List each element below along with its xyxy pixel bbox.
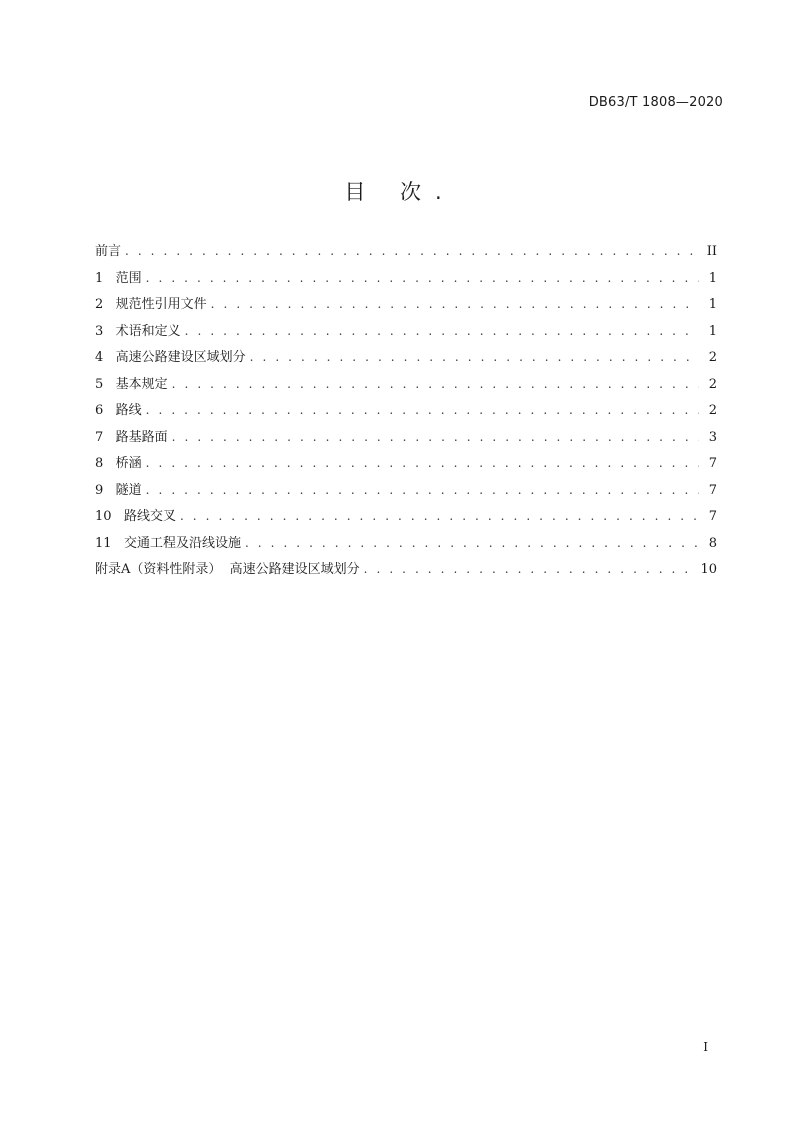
toc-entry-route[interactable] xyxy=(95,399,717,426)
toc-dot-leader xyxy=(146,483,699,497)
toc-entry-terms-definitions[interactable] xyxy=(95,320,717,347)
toc-entry-label: 8 桥涵 xyxy=(95,456,142,471)
toc-dot-leader xyxy=(172,377,699,391)
toc-entry-page: 7 xyxy=(708,482,717,498)
toc-entry-page: 8 xyxy=(708,535,717,551)
toc-entry-page: 7 xyxy=(708,456,717,471)
toc-entry-preface[interactable] xyxy=(95,240,717,267)
toc-entry-label: 4 高速公路建设区域划分 xyxy=(95,350,246,365)
toc-dot-leader xyxy=(146,456,699,470)
toc-entry-label: 9 隧道 xyxy=(95,482,142,498)
toc-entry-page: 3 xyxy=(708,429,717,445)
toc-entry-route-intersections[interactable] xyxy=(95,505,717,532)
toc-entry-label: 3 术语和定义 xyxy=(95,323,181,339)
toc-entry-subgrade-pavement[interactable] xyxy=(95,426,717,453)
toc-entry-normative-references[interactable] xyxy=(95,293,717,320)
toc-entry-label: 11 交通工程及沿线设施 xyxy=(95,535,241,551)
toc-entry-bridges-culverts[interactable] xyxy=(95,452,717,479)
toc-entry-scope[interactable] xyxy=(95,267,717,294)
toc-dot-leader xyxy=(125,244,699,258)
toc-dot-leader xyxy=(211,297,699,311)
toc-entry-label: 附录A（资料性附录） 高速公路建设区域划分 xyxy=(95,562,360,577)
toc-entry-region-division[interactable] xyxy=(95,346,717,373)
toc-dot-leader xyxy=(364,562,695,576)
toc-dot-leader xyxy=(180,509,699,523)
toc-entry-traffic-engineering[interactable] xyxy=(95,532,717,559)
toc-dot-leader xyxy=(146,403,699,417)
toc-dot-leader xyxy=(185,324,699,338)
document-code: DB63/T 1808—2020 xyxy=(588,95,723,110)
toc-entry-page: 10 xyxy=(700,562,717,577)
toc-entry-label: 7 路基路面 xyxy=(95,429,168,445)
toc-entry-label: 2 规范性引用文件 xyxy=(95,297,207,312)
toc-entry-page: 2 xyxy=(708,350,717,365)
toc-entry-label: 前言 xyxy=(95,244,122,259)
toc-entry-page: 2 xyxy=(708,403,717,418)
toc-entry-appendix-a[interactable] xyxy=(95,558,717,585)
toc-entry-label: 6 路线 xyxy=(95,403,142,418)
toc-dot-leader xyxy=(245,536,699,550)
toc-entry-label: 10 路线交叉 xyxy=(95,509,176,524)
toc-dot-leader xyxy=(146,271,699,285)
toc-title: 目 次. xyxy=(344,180,456,204)
toc-dot-leader xyxy=(172,430,699,444)
toc-entry-page: 7 xyxy=(708,509,717,524)
toc-entry-page: 2 xyxy=(708,376,717,392)
table-of-contents xyxy=(95,240,717,585)
toc-entry-page: 1 xyxy=(708,323,717,339)
toc-entry-page: 1 xyxy=(708,297,717,312)
page-number: I xyxy=(703,1040,708,1054)
toc-entry-label: 1 范围 xyxy=(95,270,142,286)
toc-entry-page: 1 xyxy=(708,270,717,286)
toc-entry-label: 5 基本规定 xyxy=(95,376,168,392)
toc-dot-leader xyxy=(250,350,699,364)
toc-entry-tunnels[interactable] xyxy=(95,479,717,506)
toc-entry-basic-provisions[interactable] xyxy=(95,373,717,400)
toc-entry-page: II xyxy=(706,244,717,259)
